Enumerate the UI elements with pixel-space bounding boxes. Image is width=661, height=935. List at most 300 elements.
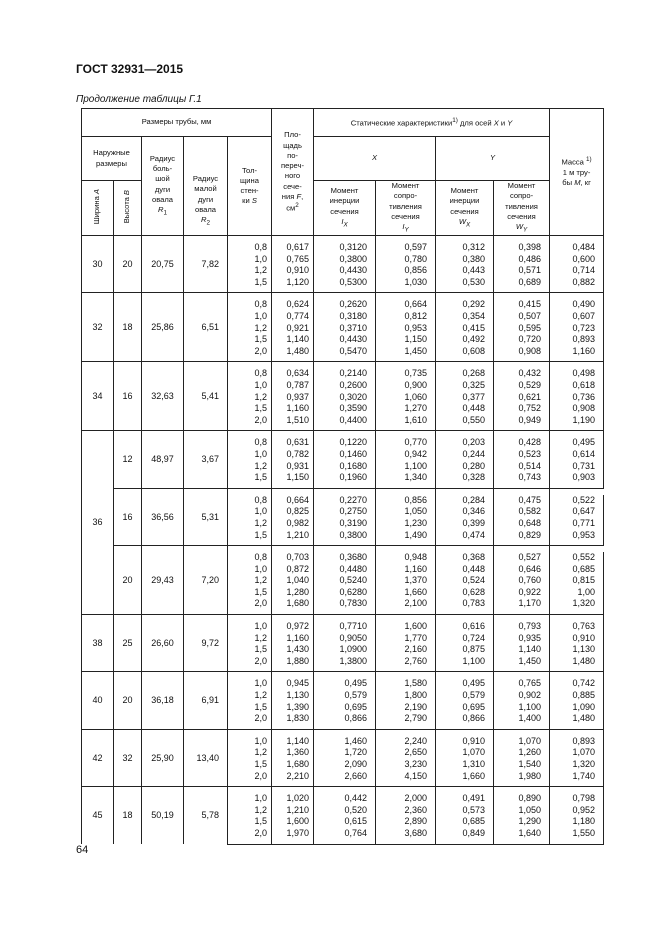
cell-mass bbox=[550, 495, 604, 546]
cell-line: 1,210 bbox=[286, 529, 310, 540]
cell-mass bbox=[550, 368, 604, 430]
cell-line: 2,0 bbox=[254, 713, 268, 724]
header-moment-wx: Момент инерции сечения $W_X$ bbox=[436, 181, 494, 236]
cell-moment-wy bbox=[494, 299, 550, 361]
cell-line: 1,370 bbox=[404, 575, 428, 586]
cell-line: 1,230 bbox=[404, 517, 428, 528]
cell-line: 0,571 bbox=[518, 265, 542, 276]
cell-line: 0,600 bbox=[572, 253, 596, 264]
cell-line: 1,5 bbox=[254, 644, 268, 655]
cell-line: 0,615 bbox=[344, 816, 368, 827]
cell-line: 1,740 bbox=[572, 770, 596, 781]
cell-line: 2,000 bbox=[404, 793, 428, 804]
table-body bbox=[82, 236, 604, 845]
cell-line: 0,953 bbox=[572, 529, 596, 540]
cell-moment-ix bbox=[314, 793, 376, 844]
cell-mass bbox=[550, 678, 604, 729]
cell-line: 0,495 bbox=[462, 678, 486, 689]
cell-line: 0,4430 bbox=[339, 334, 368, 345]
cell-line: 1,070 bbox=[518, 735, 542, 746]
cell-line: 1,510 bbox=[286, 414, 310, 425]
cell-moment-iy bbox=[376, 368, 436, 430]
cell-radius-big: 25,90 bbox=[142, 729, 184, 786]
cell-line: 0,714 bbox=[572, 265, 596, 276]
cell-line: 0,203 bbox=[462, 437, 486, 448]
header-height: Высота B bbox=[114, 181, 142, 236]
header-width: Ширина A bbox=[82, 181, 114, 236]
cell-line: 0,763 bbox=[572, 621, 596, 632]
cell-line: 3,680 bbox=[404, 827, 428, 838]
cell-line: 0,646 bbox=[518, 563, 542, 574]
cell-moment-ix bbox=[314, 552, 376, 614]
cell-line: 0,325 bbox=[462, 379, 486, 390]
cell-line: 0,703 bbox=[286, 552, 310, 563]
header-mass: Масса $^{1)}$ 1 м тру- бы M, кг bbox=[550, 109, 604, 236]
cell-line: 1,2 bbox=[254, 632, 268, 643]
cell-radius-big: 48,97 bbox=[142, 431, 184, 488]
cell-moment-wy bbox=[494, 242, 550, 293]
cell-height: 32 bbox=[114, 729, 142, 786]
cell-line: 0,908 bbox=[518, 345, 542, 356]
cell-height: 16 bbox=[114, 362, 142, 431]
cell-line: 1,880 bbox=[286, 655, 310, 666]
cell-line: 1,100 bbox=[462, 655, 486, 666]
cell-area bbox=[272, 793, 314, 844]
cell-line: 0,787 bbox=[286, 379, 310, 390]
cell-mass bbox=[550, 437, 604, 488]
cell-line: 0,910 bbox=[462, 735, 486, 746]
cell-line: 0,415 bbox=[462, 322, 486, 333]
cell-line: 1,800 bbox=[404, 690, 428, 701]
cell-line: 1,5 bbox=[254, 472, 268, 483]
cell-line: 0,579 bbox=[344, 690, 368, 701]
header-area: Пло- щадь по- переч- ного сече- ния F, $см^2$ bbox=[272, 109, 314, 236]
cell-line: 0,872 bbox=[286, 563, 310, 574]
cell-line: 1,050 bbox=[404, 506, 428, 517]
cell-line: 1,0900 bbox=[339, 644, 368, 655]
cell-line: 0,522 bbox=[572, 494, 596, 505]
cell-line: 0,492 bbox=[462, 334, 486, 345]
cell-line: 0,910 bbox=[572, 632, 596, 643]
cell-line: 0,2620 bbox=[339, 299, 368, 310]
cell-line: 0,724 bbox=[462, 632, 486, 643]
cell-line: 0,491 bbox=[462, 793, 486, 804]
cell-line: 0,8 bbox=[254, 368, 268, 379]
cell-line: 0,664 bbox=[286, 494, 310, 505]
cell-line: 0,922 bbox=[518, 586, 542, 597]
cell-radius-big: 36,18 bbox=[142, 672, 184, 729]
cell-area bbox=[272, 299, 314, 361]
header-thickness: Тол- щина стен- ки S bbox=[228, 137, 272, 236]
cell-line: 1,600 bbox=[404, 621, 428, 632]
cell-line: 0,882 bbox=[572, 276, 596, 287]
cell-height: 12 bbox=[114, 431, 142, 488]
cell-mass bbox=[550, 299, 604, 361]
cell-line: 1,680 bbox=[286, 759, 310, 770]
cell-line: 1,020 bbox=[286, 793, 310, 804]
cell-line: 0,621 bbox=[518, 391, 542, 402]
cell-line: 0,866 bbox=[344, 713, 368, 724]
cell-line: 0,6280 bbox=[339, 586, 368, 597]
cell-line: 0,885 bbox=[572, 690, 596, 701]
cell-line: 1,160 bbox=[286, 403, 310, 414]
cell-mass bbox=[550, 793, 604, 844]
cell-line: 0,490 bbox=[572, 299, 596, 310]
cell-line: 1,070 bbox=[572, 747, 596, 758]
cell-line: 1,5 bbox=[254, 529, 268, 540]
cell-line: 0,3590 bbox=[339, 403, 368, 414]
cell-line: 0,3800 bbox=[339, 253, 368, 264]
cell-line: 0,552 bbox=[572, 552, 596, 563]
cell-moment-wx bbox=[436, 678, 494, 729]
cell-line: 0,7710 bbox=[339, 621, 368, 632]
cell-line: 0,856 bbox=[404, 494, 428, 505]
cell-thickness bbox=[228, 793, 272, 844]
cell-line: 0,685 bbox=[572, 563, 596, 574]
cell-line: 0,3800 bbox=[339, 529, 368, 540]
cell-line: 1,830 bbox=[286, 713, 310, 724]
cell-line: 0,614 bbox=[572, 448, 596, 459]
cell-line: 1,140 bbox=[286, 334, 310, 345]
cell-line: 0,664 bbox=[404, 299, 428, 310]
cell-line: 0,380 bbox=[462, 253, 486, 264]
cell-line: 0,582 bbox=[518, 506, 542, 517]
cell-moment-ix bbox=[314, 736, 376, 787]
cell-line: 2,0 bbox=[254, 598, 268, 609]
cell-line: 1,0 bbox=[254, 678, 268, 689]
cell-line: 0,903 bbox=[572, 472, 596, 483]
page-number: 64 bbox=[76, 844, 89, 856]
cell-line: 0,765 bbox=[518, 678, 542, 689]
cell-moment-iy bbox=[376, 678, 436, 729]
cell-radius-small: 13,40 bbox=[184, 729, 228, 786]
cell-line: 0,631 bbox=[286, 437, 310, 448]
cell-line: 1,340 bbox=[404, 472, 428, 483]
cell-thickness bbox=[228, 242, 272, 293]
cell-line: 1,390 bbox=[286, 701, 310, 712]
cell-line: 0,1220 bbox=[339, 437, 368, 448]
header-static: Статические характеристики$^{1)}$ для осей X и Y bbox=[314, 109, 550, 137]
cell-line: 1,600 bbox=[286, 816, 310, 827]
cell-moment-ix bbox=[314, 437, 376, 488]
cell-line: 0,617 bbox=[286, 242, 310, 253]
cell-line: 1,2 bbox=[254, 804, 268, 815]
cell-line: 0,428 bbox=[518, 437, 542, 448]
cell-line: 0,689 bbox=[518, 276, 542, 287]
cell-line: 1,5 bbox=[254, 276, 268, 287]
cell-line: 1,980 bbox=[518, 770, 542, 781]
cell-moment-ix bbox=[314, 678, 376, 729]
cell-line: 0,893 bbox=[572, 334, 596, 345]
cell-line: 0,3180 bbox=[339, 311, 368, 322]
cell-line: 0,2600 bbox=[339, 379, 368, 390]
cell-line: 1,5 bbox=[254, 403, 268, 414]
cell-line: 0,937 bbox=[286, 391, 310, 402]
cell-line: 0,798 bbox=[572, 793, 596, 804]
cell-line: 0,972 bbox=[286, 621, 310, 632]
cell-line: 1,00 bbox=[577, 586, 596, 597]
cell-moment-iy bbox=[376, 495, 436, 546]
cell-moment-wx bbox=[436, 552, 494, 614]
cell-line: 0,720 bbox=[518, 334, 542, 345]
cell-line: 0,902 bbox=[518, 690, 542, 701]
cell-line: 0,514 bbox=[518, 460, 542, 471]
cell-line: 1,0 bbox=[254, 253, 268, 264]
cell-line: 0,3020 bbox=[339, 391, 368, 402]
cell-moment-wx bbox=[436, 299, 494, 361]
cell-line: 0,921 bbox=[286, 322, 310, 333]
cell-line: 0,893 bbox=[572, 735, 596, 746]
cell-line: 0,782 bbox=[286, 448, 310, 459]
cell-line: 1,5 bbox=[254, 586, 268, 597]
cell-line: 2,890 bbox=[404, 816, 428, 827]
cell-line: 0,579 bbox=[462, 690, 486, 701]
cell-line: 1,320 bbox=[572, 759, 596, 770]
header-radius-big: Радиус боль- шой дуги овала $R_1$ bbox=[142, 137, 184, 236]
cell-height: 18 bbox=[114, 293, 142, 362]
cell-line: 0,448 bbox=[462, 403, 486, 414]
cell-line: 1,320 bbox=[572, 598, 596, 609]
cell-moment-wx bbox=[436, 242, 494, 293]
cell-moment-wy bbox=[494, 437, 550, 488]
document-id: ГОСТ 32931—2015 bbox=[76, 62, 184, 76]
cell-line: 1,210 bbox=[286, 804, 310, 815]
cell-line: 0,825 bbox=[286, 506, 310, 517]
cell-line: 0,866 bbox=[462, 713, 486, 724]
cell-line: 0,849 bbox=[462, 827, 486, 838]
cell-line: 0,529 bbox=[518, 379, 542, 390]
cell-line: 1,150 bbox=[286, 472, 310, 483]
cell-area bbox=[272, 368, 314, 430]
cell-line: 0,953 bbox=[404, 322, 428, 333]
cell-line: 1,150 bbox=[404, 334, 428, 345]
cell-line: 0,4430 bbox=[339, 265, 368, 276]
cell-thickness bbox=[228, 552, 272, 614]
cell-line: 0,2270 bbox=[339, 494, 368, 505]
cell-line: 1,260 bbox=[518, 747, 542, 758]
cell-line: 1,070 bbox=[462, 747, 486, 758]
cell-line: 0,628 bbox=[462, 586, 486, 597]
cell-mass bbox=[550, 552, 604, 614]
cell-thickness bbox=[228, 368, 272, 430]
cell-line: 0,736 bbox=[572, 391, 596, 402]
header-outer-sizes: Наружные размеры bbox=[82, 137, 142, 181]
cell-line: 0,812 bbox=[404, 311, 428, 322]
cell-line: 0,624 bbox=[286, 299, 310, 310]
header-moment-ix: Момент инерции сечения $I_X$ bbox=[314, 181, 376, 236]
cell-line: 0,608 bbox=[462, 345, 486, 356]
cell-line: 0,432 bbox=[518, 368, 542, 379]
cell-line: 0,268 bbox=[462, 368, 486, 379]
cell-line: 1,0 bbox=[254, 563, 268, 574]
cell-line: 0,280 bbox=[462, 460, 486, 471]
cell-line: 1,5 bbox=[254, 334, 268, 345]
cell-thickness bbox=[228, 678, 272, 729]
header-sizes: Размеры трубы, мм bbox=[82, 109, 272, 137]
cell-line: 0,765 bbox=[286, 253, 310, 264]
cell-line: 0,8 bbox=[254, 437, 268, 448]
cell-line: 1,0 bbox=[254, 621, 268, 632]
cell-radius-small: 5,31 bbox=[184, 488, 228, 545]
cell-moment-iy bbox=[376, 736, 436, 787]
cell-area bbox=[272, 242, 314, 293]
cell-line: 2,0 bbox=[254, 655, 268, 666]
cell-line: 1,540 bbox=[518, 759, 542, 770]
cell-line: 0,3120 bbox=[339, 242, 368, 253]
cell-line: 0,346 bbox=[462, 506, 486, 517]
cell-thickness bbox=[228, 495, 272, 546]
cell-line: 0,573 bbox=[462, 804, 486, 815]
cell-line: 0,695 bbox=[462, 701, 486, 712]
header-axis-y: Y bbox=[436, 137, 550, 181]
cell-line: 1,0 bbox=[254, 448, 268, 459]
cell-moment-wy bbox=[494, 552, 550, 614]
cell-line: 1,480 bbox=[572, 713, 596, 724]
cell-line: 0,5470 bbox=[339, 345, 368, 356]
cell-line: 0,8 bbox=[254, 552, 268, 563]
table-caption: Продолжение таблицы Г.1 bbox=[76, 94, 202, 105]
cell-line: 1,270 bbox=[404, 403, 428, 414]
cell-line: 1,460 bbox=[344, 735, 368, 746]
cell-line: 1,640 bbox=[518, 827, 542, 838]
cell-line: 0,1960 bbox=[339, 472, 368, 483]
cell-radius-small: 9,72 bbox=[184, 615, 228, 672]
cell-line: 1,100 bbox=[518, 701, 542, 712]
cell-line: 1,2 bbox=[254, 690, 268, 701]
cell-line: 0,328 bbox=[462, 472, 486, 483]
header-moment-wy: Момент сопро- тивления сечения $W_Y$ bbox=[494, 181, 550, 236]
cell-radius-small: 6,91 bbox=[184, 672, 228, 729]
cell-height: 20 bbox=[114, 672, 142, 729]
cell-line: 0,484 bbox=[572, 242, 596, 253]
cell-width: 38 bbox=[82, 615, 114, 672]
cell-line: 1,0 bbox=[254, 793, 268, 804]
cell-line: 0,1460 bbox=[339, 448, 368, 459]
cell-moment-ix bbox=[314, 368, 376, 430]
header-axis-x: X bbox=[314, 137, 436, 181]
cell-line: 0,398 bbox=[518, 242, 542, 253]
cell-line: 1,2 bbox=[254, 322, 268, 333]
cell-line: 1,290 bbox=[518, 816, 542, 827]
cell-line: 0,723 bbox=[572, 322, 596, 333]
cell-line: 0,3680 bbox=[339, 552, 368, 563]
cell-line: 4,150 bbox=[404, 770, 428, 781]
cell-line: 2,190 bbox=[404, 701, 428, 712]
cell-line: 0,443 bbox=[462, 265, 486, 276]
cell-line: 0,742 bbox=[572, 678, 596, 689]
cell-line: 0,523 bbox=[518, 448, 542, 459]
cell-line: 2,090 bbox=[344, 759, 368, 770]
cell-width: 36 bbox=[82, 431, 114, 615]
cell-line: 1,060 bbox=[404, 391, 428, 402]
cell-line: 0,982 bbox=[286, 517, 310, 528]
cell-line: 0,2140 bbox=[339, 368, 368, 379]
cell-line: 1,360 bbox=[286, 747, 310, 758]
cell-line: 0,9050 bbox=[339, 632, 368, 643]
cell-line: 0,945 bbox=[286, 678, 310, 689]
cell-line: 0,597 bbox=[404, 242, 428, 253]
cell-moment-iy bbox=[376, 552, 436, 614]
cell-line: 1,0 bbox=[254, 735, 268, 746]
cell-line: 0,616 bbox=[462, 621, 486, 632]
cell-line: 0,910 bbox=[286, 265, 310, 276]
cell-line: 0,948 bbox=[404, 552, 428, 563]
cell-line: 1,680 bbox=[286, 598, 310, 609]
cell-line: 1,310 bbox=[462, 759, 486, 770]
cell-line: 2,240 bbox=[404, 735, 428, 746]
cell-thickness bbox=[228, 299, 272, 361]
cell-line: 0,856 bbox=[404, 265, 428, 276]
cell-line: 2,100 bbox=[404, 598, 428, 609]
cell-line: 1,490 bbox=[404, 529, 428, 540]
cell-line: 0,507 bbox=[518, 311, 542, 322]
cell-moment-ix bbox=[314, 299, 376, 361]
cell-line: 0,8 bbox=[254, 299, 268, 310]
cell-line: 0,520 bbox=[344, 804, 368, 815]
cell-radius-big: 29,43 bbox=[142, 546, 184, 615]
cell-line: 1,2 bbox=[254, 747, 268, 758]
cell-line: 0,931 bbox=[286, 460, 310, 471]
cell-area bbox=[272, 736, 314, 787]
cell-line: 1,140 bbox=[286, 735, 310, 746]
cell-line: 1,0 bbox=[254, 379, 268, 390]
cell-line: 0,900 bbox=[404, 379, 428, 390]
cell-line: 1,720 bbox=[344, 747, 368, 758]
cell-line: 1,040 bbox=[286, 575, 310, 586]
cell-mass bbox=[550, 621, 604, 672]
cell-area bbox=[272, 495, 314, 546]
table-header bbox=[82, 109, 604, 236]
cell-line: 2,210 bbox=[286, 770, 310, 781]
cell-line: 0,743 bbox=[518, 472, 542, 483]
cell-line: 2,0 bbox=[254, 345, 268, 356]
cell-line: 0,498 bbox=[572, 368, 596, 379]
cell-moment-wx bbox=[436, 793, 494, 844]
cell-line: 0,731 bbox=[572, 460, 596, 471]
cell-line: 0,8 bbox=[254, 242, 268, 253]
cell-line: 1,180 bbox=[572, 816, 596, 827]
cell-line: 1,580 bbox=[404, 678, 428, 689]
cell-line: 3,230 bbox=[404, 759, 428, 770]
cell-line: 0,3190 bbox=[339, 517, 368, 528]
cell-line: 0,5240 bbox=[339, 575, 368, 586]
cell-line: 0,647 bbox=[572, 506, 596, 517]
cell-line: 1,450 bbox=[518, 655, 542, 666]
cell-line: 0,815 bbox=[572, 575, 596, 586]
cell-line: 1,480 bbox=[286, 345, 310, 356]
cell-line: 0,7830 bbox=[339, 598, 368, 609]
header-moment-iy: Момент сопро- тивления сечения $I_Y$ bbox=[376, 181, 436, 236]
cell-line: 0,474 bbox=[462, 529, 486, 540]
cell-line: 0,949 bbox=[518, 414, 542, 425]
cell-line: 0,771 bbox=[572, 517, 596, 528]
cell-width: 32 bbox=[82, 293, 114, 362]
cell-line: 0,284 bbox=[462, 494, 486, 505]
cell-moment-iy bbox=[376, 621, 436, 672]
cell-line: 1,130 bbox=[286, 690, 310, 701]
cell-moment-wx bbox=[436, 437, 494, 488]
cell-width: 30 bbox=[82, 236, 114, 293]
cell-radius-big: 26,60 bbox=[142, 615, 184, 672]
cell-radius-small: 7,20 bbox=[184, 546, 228, 615]
cell-line: 0,4400 bbox=[339, 414, 368, 425]
cell-moment-wx bbox=[436, 368, 494, 430]
cell-line: 0,752 bbox=[518, 403, 542, 414]
cell-line: 1,160 bbox=[404, 563, 428, 574]
cell-line: 0,4480 bbox=[339, 563, 368, 574]
cell-line: 0,2750 bbox=[339, 506, 368, 517]
cell-height: 25 bbox=[114, 615, 142, 672]
